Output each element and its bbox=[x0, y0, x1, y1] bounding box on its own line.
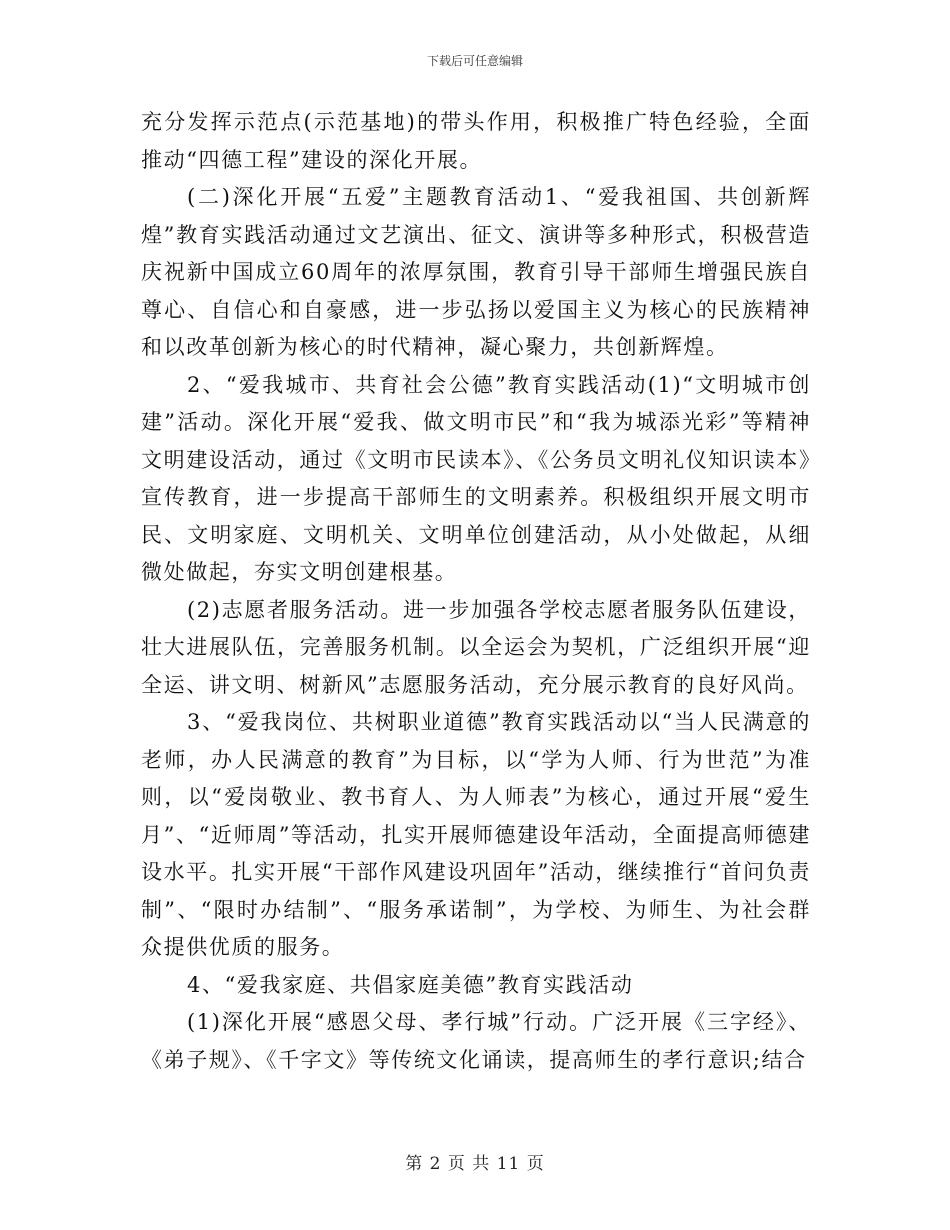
paragraph: 3、“爱我岗位、共树职业道德”教育实践活动以“当人民满意的老师，办人民满意的教育”为目标，以“学为人师、行为世范”为准则，以“爱岗敬业、教书育人、为人师表”为核心，通过开展“爱生月”、“近师周”等活动，扎实开展师德建设年活动，全面提高师德建设水平。扎实开展“干部作风建设巩固年”活动，继续推行“首问负责制”、“限时办结制”、“服务承诺制”，为学校、为师生、为社会群众提供优质的服务。 bbox=[141, 710, 811, 959]
document-body bbox=[141, 104, 811, 1079]
page-header: 下载后可任意编辑 bbox=[426, 54, 523, 68]
paragraph: (1)深化开展“感恩父母、孝行城”行动。广泛开展《三字经》、《弟子规》、《千字文》等传统文化诵读，提高师生的孝行意识;结合 bbox=[141, 1010, 811, 1072]
paragraph: (2)志愿者服务活动。进一步加强各学校志愿者服务队伍建设，壮大进展队伍，完善服务机制。以全运会为契机，广泛组织开展“迎全运、讲文明、树新风”志愿服务活动，充分展示教育的良好风尚。 bbox=[141, 597, 811, 697]
paragraph: 2、“爱我城市、共育社会公德”教育实践活动(1)“文明城市创建”活动。深化开展“爱我、做文明市民”和“我为城添光彩”等精神文明建设活动，通过《文明市民读本》、《公务员文明礼仪知识读本》宣传教育，进一步提高干部师生的文明素养。积极组织开展文明市民、文明家庭、文明机关、文明单位创建活动，从小处做起，从细微处做起，夯实文明创建根基。 bbox=[141, 372, 811, 584]
paragraph: 充分发挥示范点(示范基地)的带头作用，积极推广特色经验，全面推动“四德工程”建设的深化开展。 bbox=[141, 110, 811, 172]
paragraph: (二)深化开展“五爱”主题教育活动1、“爱我祖国、共创新辉煌”教育实践活动通过文艺演出、征文、演讲等多种形式，积极营造庆祝新中国成立60周年的浓厚氛围，教育引导干部师生增强民族自尊心、自信心和自豪感，进一步弘扬以爱国主义为核心的民族精神和以改革创新为核心的时代精神，凝心聚力，共创新辉煌。 bbox=[141, 185, 811, 359]
page-number: 第 2 页 共 11 页 bbox=[405, 1154, 545, 1174]
paragraph: 4、“爱我家庭、共倡家庭美德”教育实践活动 bbox=[187, 972, 634, 997]
